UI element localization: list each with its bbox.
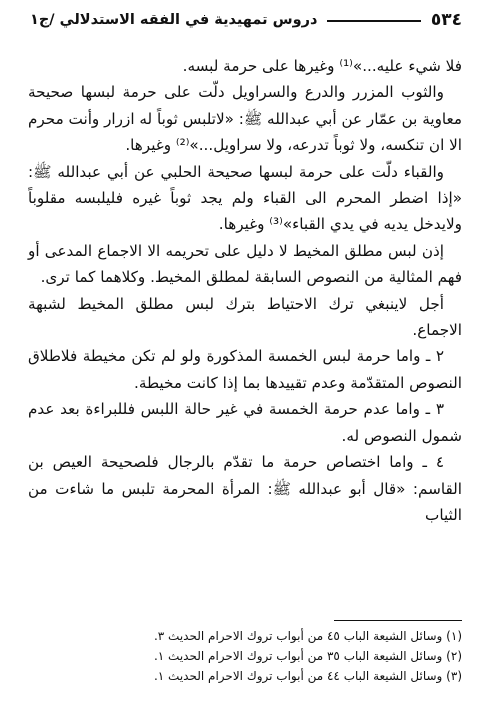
paragraph-4: إذن لبس مطلق المخيط لا دليل على تحريمه الا الاجماع المدعى أو فهم المثالية من النصوص السابقة لمطلق المخيط. وكلاهما كما ترى. (28, 241, 462, 287)
footnote-1: (١) وسائل الشيعة الباب ٤٥ من أبواب تروك الاحرام الحديث ٣. (153, 629, 462, 643)
page-number: ٥٣٤ (430, 10, 462, 30)
paragraph-1: فلا شيء عليه...»⁽¹⁾ وغيرها على حرمة لبسه. (182, 57, 462, 75)
footnotes (28, 626, 462, 686)
paragraph-6: ٢ ـ واما حرمة لبس الخمسة المذكورة ولو لم تكن مخيطة فلاطلاق النصوص المتقدّمة وعدم تقييدها بما إذا كانت مخيطة. (28, 347, 462, 392)
footnote-2: (٢) وسائل الشيعة الباب ٣٥ من أبواب تروك الاحرام الحديث ١. (153, 649, 462, 663)
paragraph-8: ٤ ـ واما اختصاص حرمة ما تقدّم بالرجال فلصحيحة العيص بن القاسم: «قال أبو عبدالله ﷺ: المرأة المحرمة تلبس ما شاءت من الثياب (28, 453, 462, 524)
body-text (28, 53, 462, 528)
footnote-3: (٣) وسائل الشيعة الباب ٤٤ من أبواب تروك الاحرام الحديث ١. (153, 669, 462, 683)
page-header (30, 6, 462, 34)
paragraph-2: والثوب المزرر والدرع والسراويل دلّت على حرمة لبسها صحيحة معاوية بن عمّار عن أبي عبدالله ﷺ: «لاتلبس ثوباً له ازرار وأنت محرم الا ان تنكسه، ولا ثوباً تدرعه، ولا سراويل...»⁽²⁾ وغيرها. (28, 83, 462, 155)
footnote-divider (334, 620, 462, 621)
running-title: دروس تمهيدية في الفقه الاستدلالي /ج١ (30, 12, 318, 28)
paragraph-3: والقباء دلّت على حرمة لبسها صحيحة الحلبي عن أبي عبدالله ﷺ: «إذا اضطر المحرم الى القباء ولم يجد ثوباً غيره فليلبسه مقلوباً ولايدخل يديه في يدي القباء»⁽³⁾ وغيرها. (28, 162, 462, 234)
header-rule (327, 20, 420, 22)
paragraph-5: أجل لاينبغي ترك الاحتياط بترك لبس مطلق المخيط لشبهة الاجماع. (28, 294, 462, 340)
paragraph-7: ٣ ـ واما عدم حرمة الخمسة في غير حالة اللبس فللبراءة بعد عدم شمول النصوص له. (28, 400, 462, 445)
